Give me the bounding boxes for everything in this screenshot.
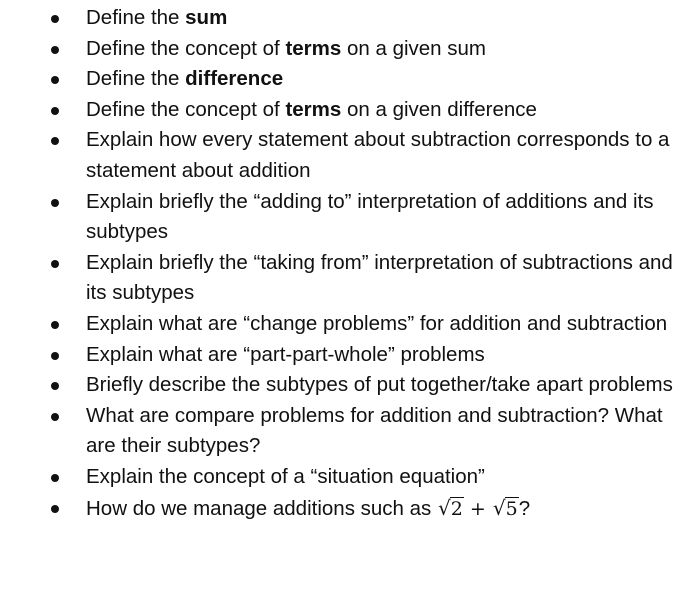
item-text: Define the concept of terms on a given difference bbox=[86, 97, 537, 121]
sqrt-five: √5 bbox=[492, 495, 518, 520]
item-text: Define the difference bbox=[86, 67, 284, 91]
bullet-icon bbox=[51, 505, 59, 513]
item-text: Explain what are “change problems” for addition and subtraction bbox=[86, 311, 668, 335]
item-text: Explain what are “part-part-whole” problems bbox=[86, 342, 485, 366]
list-item bbox=[0, 95, 700, 126]
item-text: Explain briefly the “adding to” interpretation of additions and its subtypes bbox=[86, 189, 654, 244]
list-item bbox=[0, 340, 700, 371]
item-text: What are compare problems for addition and subtraction? What are their subtypes? bbox=[86, 403, 663, 458]
list-item bbox=[0, 493, 700, 525]
bullet-icon bbox=[51, 260, 59, 268]
bullet-icon bbox=[51, 474, 59, 482]
bullet-icon bbox=[51, 352, 59, 360]
radical-sign-icon: √ bbox=[437, 495, 451, 520]
bullet-list bbox=[0, 3, 700, 524]
list-item bbox=[0, 3, 700, 34]
item-text: Briefly describe the subtypes of put together/take apart problems bbox=[86, 373, 673, 397]
list-item bbox=[0, 187, 700, 248]
item-text: Define the concept of terms on a given sum bbox=[86, 36, 487, 60]
list-item bbox=[0, 370, 700, 401]
bullet-icon bbox=[51, 107, 59, 115]
bullet-icon bbox=[51, 382, 59, 390]
list-item bbox=[0, 401, 700, 462]
item-text: Explain the concept of a “situation equation” bbox=[86, 464, 485, 488]
list-item bbox=[0, 309, 700, 340]
list-item bbox=[0, 34, 700, 65]
bullet-icon bbox=[51, 76, 59, 84]
item-text: Explain how every statement about subtraction corresponds to a statement about addition bbox=[86, 128, 670, 182]
item-text: Explain briefly the “taking from” interpretation of subtractions and its subtypes bbox=[86, 250, 673, 305]
bullet-icon bbox=[51, 413, 59, 421]
list-item bbox=[0, 125, 700, 186]
bullet-icon bbox=[51, 137, 59, 145]
bullet-icon bbox=[51, 199, 59, 207]
list-item bbox=[0, 64, 700, 95]
bullet-icon bbox=[51, 321, 59, 329]
bullet-icon bbox=[51, 15, 59, 23]
item-text: Define the sum bbox=[86, 6, 228, 29]
sqrt-two: √2 bbox=[437, 495, 463, 520]
list-item bbox=[0, 462, 700, 493]
radical-sign-icon: √ bbox=[492, 495, 506, 520]
math-expression: √2 + √5 bbox=[437, 498, 519, 520]
list-item bbox=[0, 248, 700, 309]
item-text: How do we manage additions such as √2 + √5? bbox=[86, 497, 530, 520]
bullet-icon bbox=[51, 46, 59, 54]
